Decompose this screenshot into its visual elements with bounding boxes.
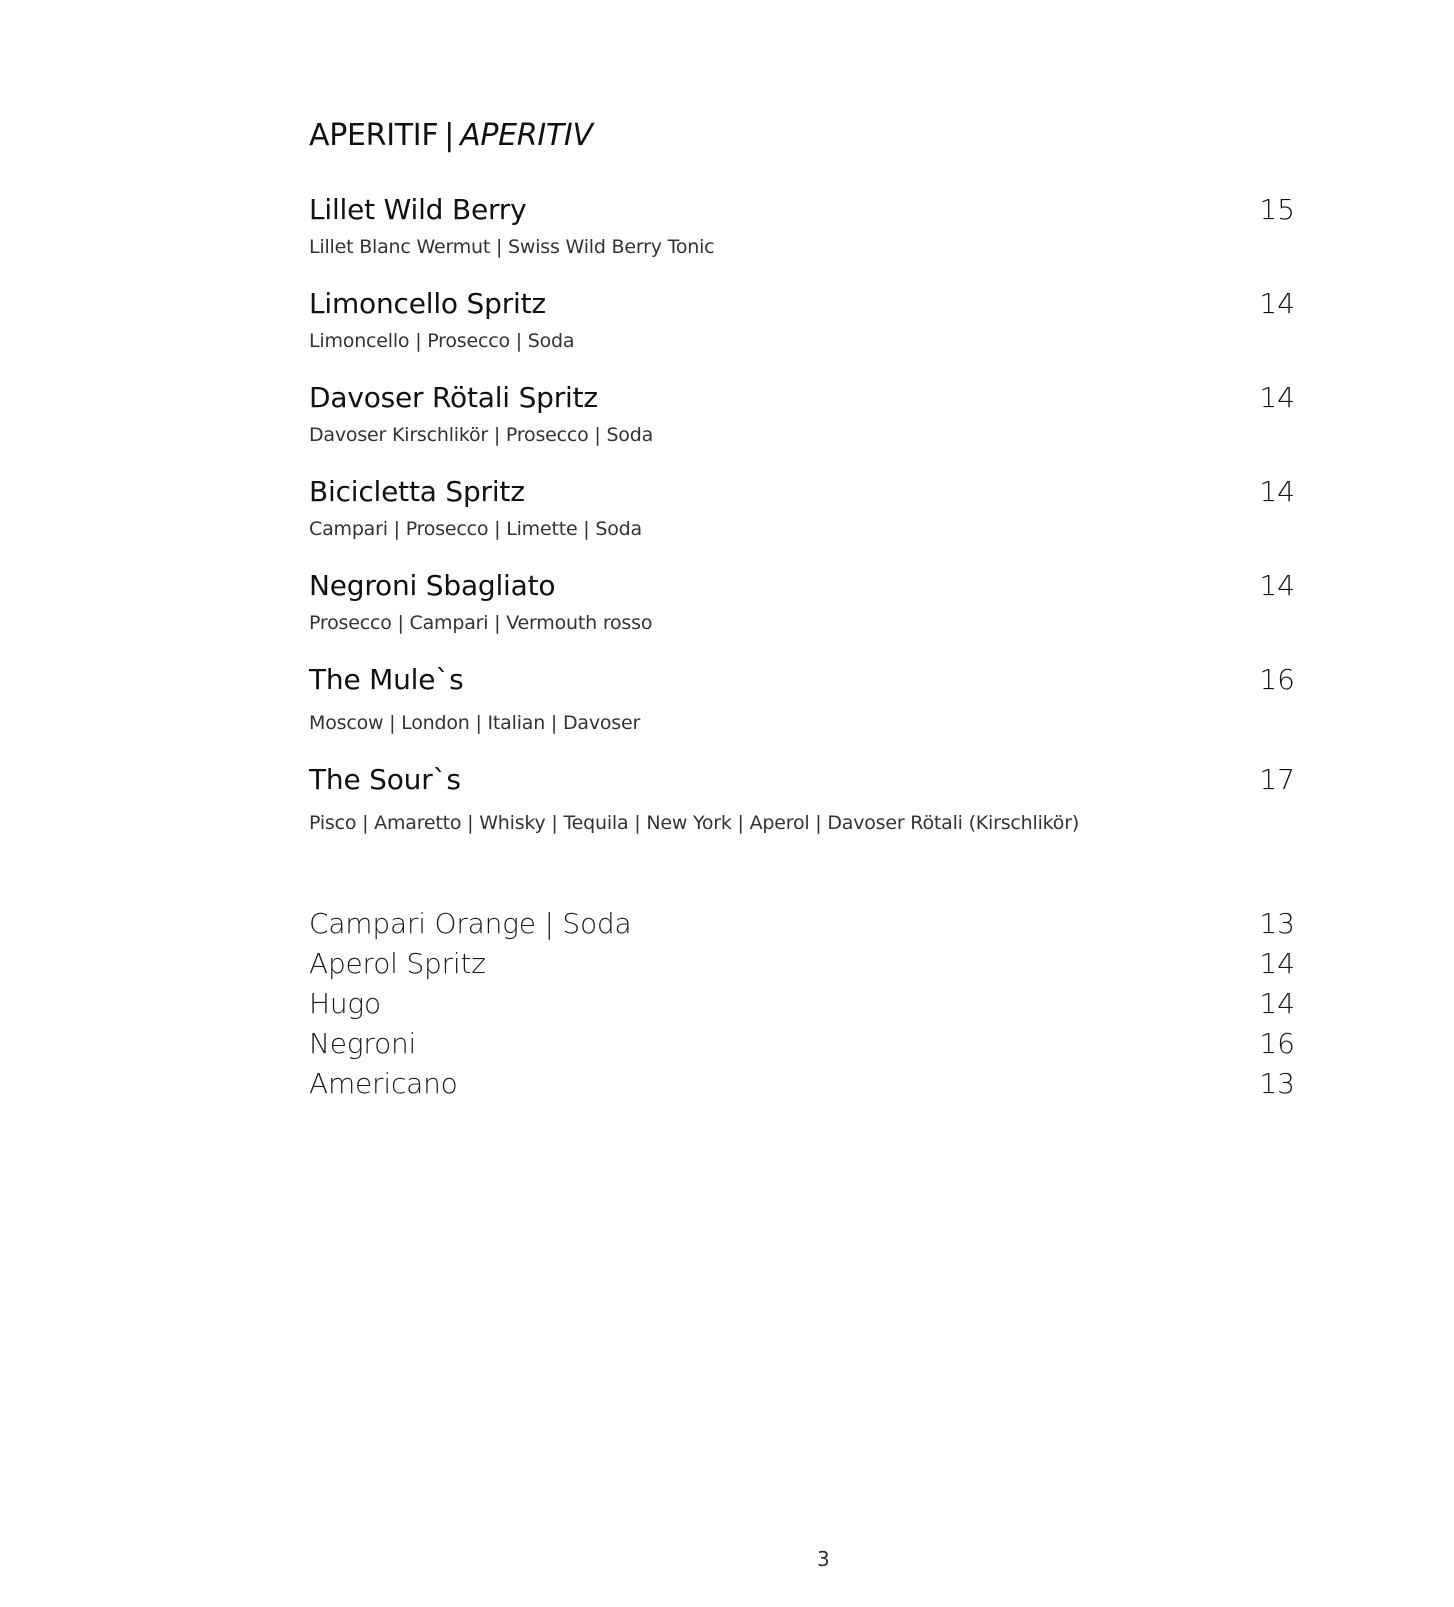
item-description: Lillet Blanc Wermut | Swiss Wild Berry Tonic: [309, 236, 715, 258]
classic-price: 13: [1259, 907, 1295, 940]
item-description: Moscow | London | Italian | Davoser: [309, 712, 641, 734]
classic-name: Aperol Spritz: [309, 947, 486, 980]
item-price: 14: [1259, 475, 1295, 508]
item-price: 16: [1259, 663, 1295, 696]
classic-price: 16: [1259, 1027, 1295, 1060]
item-description: Campari | Prosecco | Limette | Soda: [309, 518, 642, 540]
menu-item: [309, 475, 1295, 555]
item-description: Prosecco | Campari | Vermouth rosso: [309, 612, 653, 634]
section-heading: [309, 118, 593, 153]
classic-price: 13: [1259, 1067, 1295, 1100]
item-name: Negroni Sbagliato: [309, 569, 556, 602]
item-price: 14: [1259, 381, 1295, 414]
page-number: 3: [817, 1547, 830, 1571]
item-description: Limoncello | Prosecco | Soda: [309, 330, 575, 352]
item-price: 14: [1259, 569, 1295, 602]
classic-item: [309, 906, 1295, 946]
classic-item: [309, 986, 1295, 1026]
item-description: Davoser Kirschlikör | Prosecco | Soda: [309, 424, 654, 446]
classic-name: Campari Orange | Soda: [309, 907, 632, 940]
menu-item: [309, 663, 1295, 743]
item-name: The Sour`s: [309, 763, 461, 796]
menu-item: [309, 381, 1295, 461]
item-price: 14: [1259, 287, 1295, 320]
classic-item: [309, 1066, 1295, 1106]
item-name: Limoncello Spritz: [309, 287, 546, 320]
menu-item: [309, 287, 1295, 367]
heading-main: APERITIF: [309, 118, 439, 153]
classic-price: 14: [1259, 987, 1295, 1020]
classic-name: Americano: [309, 1067, 458, 1100]
classic-item: [309, 1026, 1295, 1066]
item-name: Lillet Wild Berry: [309, 193, 527, 226]
item-description: Pisco | Amaretto | Whisky | Tequila | New York | Aperol | Davoser Rötali (Kirschlikör): [309, 812, 1080, 834]
menu-item: [309, 763, 1295, 843]
classic-name: Hugo: [309, 987, 381, 1020]
classic-price: 14: [1259, 947, 1295, 980]
heading-sub: APERITIV: [460, 118, 593, 153]
classic-name: Negroni: [309, 1027, 417, 1060]
item-price: 15: [1259, 193, 1295, 226]
item-price: 17: [1259, 763, 1295, 796]
item-name: The Mule`s: [309, 663, 464, 696]
item-name: Davoser Rötali Spritz: [309, 381, 598, 414]
heading-separator: |: [444, 118, 455, 153]
menu-item: [309, 193, 1295, 273]
item-name: Bicicletta Spritz: [309, 475, 525, 508]
menu-item: [309, 569, 1295, 649]
classic-item: [309, 946, 1295, 986]
